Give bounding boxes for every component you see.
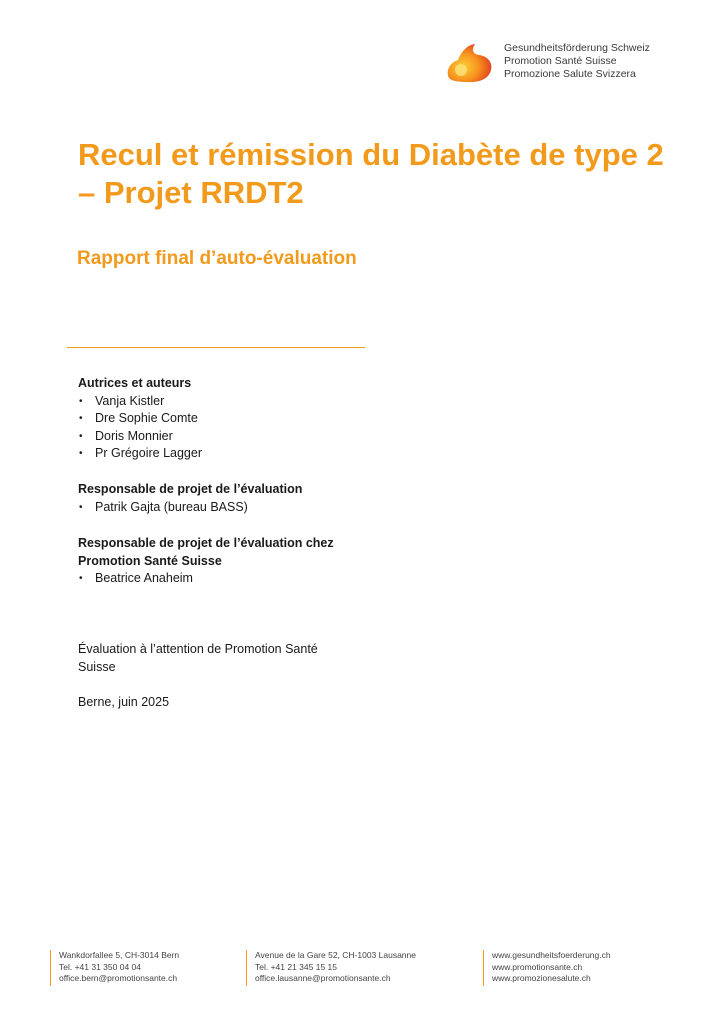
eval-lead-psch-heading: Responsable de projet de l’évaluation chez Promotion Santé Suisse [78, 536, 334, 568]
report-subtitle: Rapport final d’auto-évaluation [77, 248, 357, 269]
logo-text [504, 42, 650, 81]
footer-website-link[interactable]: www.promotionsante.ch [492, 961, 583, 972]
logo-line-it: Promozione Salute Svizzera [504, 68, 636, 80]
eval-lead-heading: Responsable de projet de l’évaluation [78, 482, 303, 496]
author-item: • Vanja Kistler [78, 393, 398, 411]
footer-address: Wankdorfallee 5, CH-3014 Bern [59, 950, 180, 960]
footer-websites [483, 950, 611, 986]
report-title: Recul et rémission du Diabète de type 2 – Projet RRDT2 [78, 137, 664, 210]
authors-list [78, 393, 398, 463]
authors-section [78, 375, 398, 463]
footer-website-link[interactable]: www.promozionesalute.ch [492, 973, 591, 983]
authors-heading: Autrices et auteurs [78, 376, 192, 390]
logo [443, 40, 683, 84]
footer-website-link[interactable]: www.gesundheitsfoerderung.ch [492, 950, 611, 960]
footer-phone: Tel. +41 21 345 15 15 [255, 961, 337, 972]
eval-lead-item: • Patrik Gajta (bureau BASS) [78, 499, 398, 517]
footer-email[interactable]: office.lausanne@promotionsante.ch [255, 973, 391, 983]
footer-email[interactable]: office.bern@promotionsante.ch [59, 973, 178, 983]
divider [67, 347, 365, 348]
logo-line-fr: Promotion Santé Suisse [504, 55, 617, 67]
eval-lead-list [78, 499, 398, 517]
attention-text: Évaluation à l’attention de Promotion Santé Suisse [78, 642, 318, 674]
footer-address: Avenue de la Gare 52, CH-1003 Lausanne [255, 950, 416, 960]
flame-logo-icon [443, 40, 499, 84]
logo-line-de: Gesundheitsförderung Schweiz [504, 42, 650, 54]
eval-lead-psch-section [78, 535, 398, 588]
footer-phone: Tel. +41 31 350 04 04 [59, 961, 141, 972]
author-item: • Doris Monnier [78, 428, 398, 446]
author-item: • Dre Sophie Comte [78, 410, 398, 428]
footer-bern [50, 950, 179, 986]
footer-lausanne [246, 950, 416, 986]
eval-lead-psch-list [78, 570, 398, 588]
eval-lead-section [78, 481, 398, 516]
eval-lead-psch-item: • Beatrice Anaheim [78, 570, 398, 588]
author-item: • Pr Grégoire Lagger [78, 445, 398, 463]
place-date: Berne, juin 2025 [78, 695, 170, 709]
